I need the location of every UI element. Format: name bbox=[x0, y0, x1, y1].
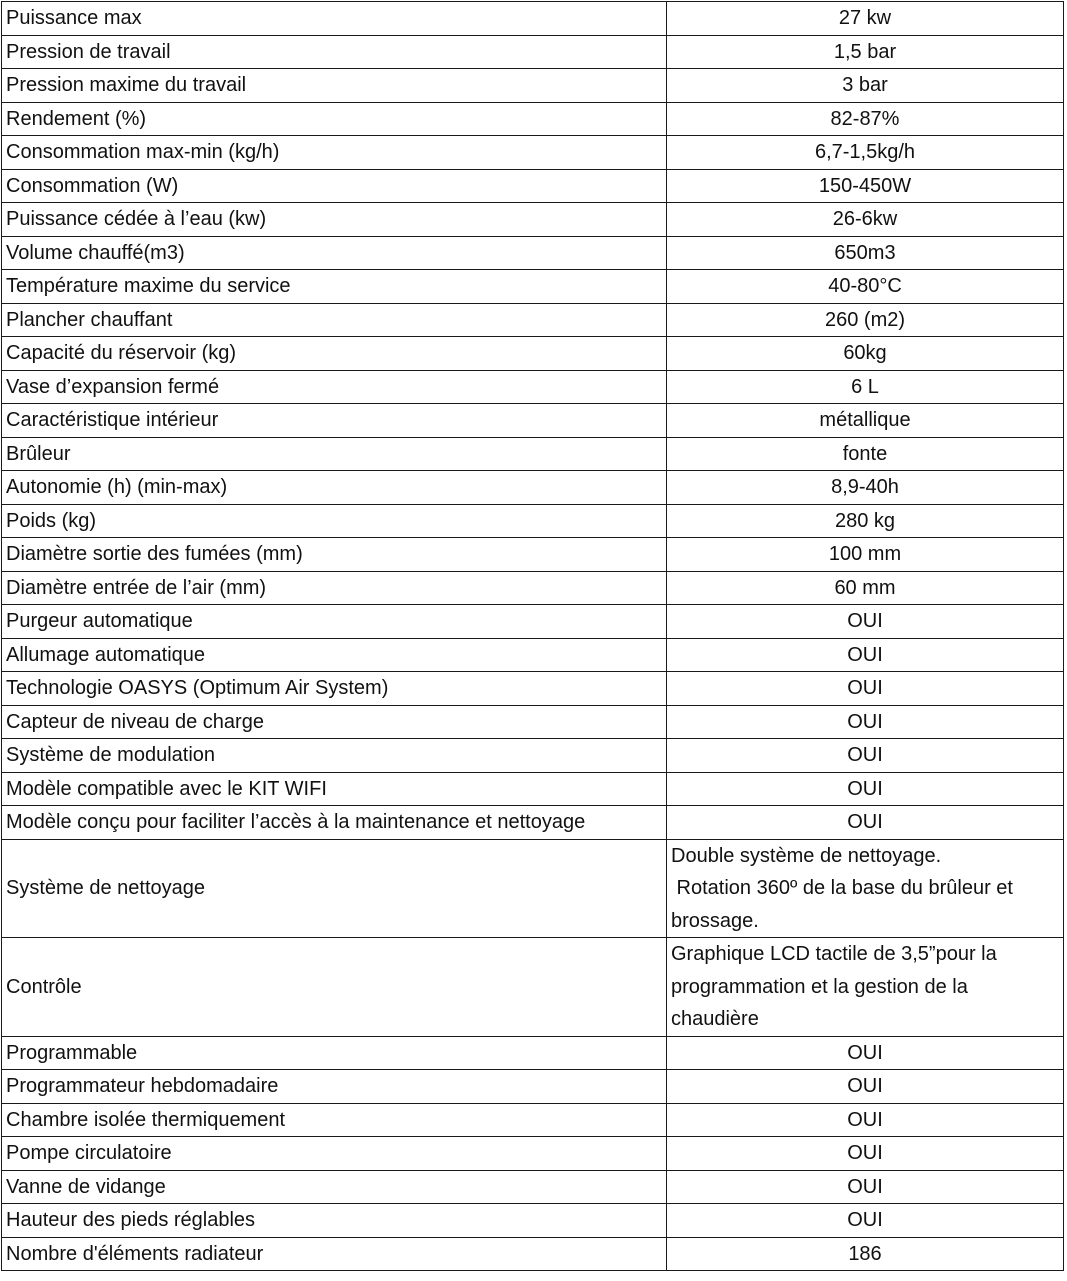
table-row bbox=[2, 35, 1064, 69]
table-row bbox=[2, 2, 1064, 36]
row-label: Température maxime du service bbox=[2, 270, 667, 304]
row-label: Rendement (%) bbox=[2, 102, 667, 136]
table-row bbox=[2, 169, 1064, 203]
row-value: 260 (m2) bbox=[667, 303, 1064, 337]
row-label: Capteur de niveau de charge bbox=[2, 705, 667, 739]
table-row bbox=[2, 806, 1064, 840]
row-label: Purgeur automatique bbox=[2, 605, 667, 639]
row-value: 60kg bbox=[667, 337, 1064, 371]
table-row bbox=[2, 1036, 1064, 1070]
table-row bbox=[2, 1204, 1064, 1238]
table-row bbox=[2, 69, 1064, 103]
table-row bbox=[2, 605, 1064, 639]
table-row bbox=[2, 136, 1064, 170]
table-row bbox=[2, 370, 1064, 404]
table-row bbox=[2, 1103, 1064, 1137]
row-value: 40-80°C bbox=[667, 270, 1064, 304]
row-value: 100 mm bbox=[667, 538, 1064, 572]
row-value-multiline bbox=[667, 839, 1064, 938]
row-label: Programmable bbox=[2, 1036, 667, 1070]
row-value-line: Rotation 360º de la base du brûleur et bbox=[671, 877, 1013, 899]
row-value: 3 bar bbox=[667, 69, 1064, 103]
row-value: OUI bbox=[667, 1036, 1064, 1070]
table-row bbox=[2, 1137, 1064, 1171]
table-row bbox=[2, 504, 1064, 538]
row-value: OUI bbox=[667, 705, 1064, 739]
table-row bbox=[2, 102, 1064, 136]
row-value: OUI bbox=[667, 806, 1064, 840]
row-value: OUI bbox=[667, 772, 1064, 806]
row-label: Modèle conçu pour faciliter l’accès à la maintenance et nettoyage bbox=[2, 806, 667, 840]
row-value: OUI bbox=[667, 605, 1064, 639]
row-label: Contrôle bbox=[2, 938, 667, 1037]
table-row bbox=[2, 772, 1064, 806]
row-value: OUI bbox=[667, 1170, 1064, 1204]
row-value: 27 kw bbox=[667, 2, 1064, 36]
row-value: OUI bbox=[667, 739, 1064, 773]
row-label: Système de modulation bbox=[2, 739, 667, 773]
row-label: Capacité du réservoir (kg) bbox=[2, 337, 667, 371]
row-value: 186 bbox=[667, 1237, 1064, 1271]
table-row bbox=[2, 1170, 1064, 1204]
table-row-multiline bbox=[2, 938, 1064, 1037]
row-label: Volume chauffé(m3) bbox=[2, 236, 667, 270]
row-value: OUI bbox=[667, 638, 1064, 672]
row-value: 60 mm bbox=[667, 571, 1064, 605]
row-value: 6,7-1,5kg/h bbox=[667, 136, 1064, 170]
row-value: 150-450W bbox=[667, 169, 1064, 203]
row-value: fonte bbox=[667, 437, 1064, 471]
row-label: Puissance max bbox=[2, 2, 667, 36]
table-row bbox=[2, 303, 1064, 337]
row-label: Modèle compatible avec le KIT WIFI bbox=[2, 772, 667, 806]
table-row bbox=[2, 638, 1064, 672]
row-label: Poids (kg) bbox=[2, 504, 667, 538]
row-value-line: programmation et la gestion de la bbox=[671, 975, 968, 998]
table-row bbox=[2, 437, 1064, 471]
row-label: Technologie OASYS (Optimum Air System) bbox=[2, 672, 667, 706]
table-row bbox=[2, 1070, 1064, 1104]
row-value-line: brossage. bbox=[671, 909, 759, 932]
row-label: Hauteur des pieds réglables bbox=[2, 1204, 667, 1238]
table-row bbox=[2, 538, 1064, 572]
row-label: Consommation (W) bbox=[2, 169, 667, 203]
row-value: 6 L bbox=[667, 370, 1064, 404]
table-row bbox=[2, 705, 1064, 739]
row-label: Vase d’expansion fermé bbox=[2, 370, 667, 404]
row-value: OUI bbox=[667, 672, 1064, 706]
row-value-line: Double système de nettoyage. bbox=[671, 844, 942, 867]
row-value: 8,9-40h bbox=[667, 471, 1064, 505]
specifications-table bbox=[1, 1, 1064, 1271]
table-row bbox=[2, 236, 1064, 270]
table-row bbox=[2, 471, 1064, 505]
row-value-multiline bbox=[667, 938, 1064, 1037]
row-label: Programmateur hebdomadaire bbox=[2, 1070, 667, 1104]
row-label: Plancher chauffant bbox=[2, 303, 667, 337]
row-value: 650m3 bbox=[667, 236, 1064, 270]
row-label: Autonomie (h) (min-max) bbox=[2, 471, 667, 505]
row-value: 1,5 bar bbox=[667, 35, 1064, 69]
row-value-line: chaudière bbox=[671, 1008, 759, 1030]
table-row bbox=[2, 270, 1064, 304]
row-label: Brûleur bbox=[2, 437, 667, 471]
table-row bbox=[2, 1237, 1064, 1271]
row-value: 280 kg bbox=[667, 504, 1064, 538]
row-label: Système de nettoyage bbox=[2, 839, 667, 938]
row-label: Consommation max-min (kg/h) bbox=[2, 136, 667, 170]
row-value: métallique bbox=[667, 404, 1064, 438]
row-value: OUI bbox=[667, 1070, 1064, 1104]
row-label: Puissance cédée à l’eau (kw) bbox=[2, 203, 667, 237]
row-value: OUI bbox=[667, 1103, 1064, 1137]
row-value-line: Graphique LCD tactile de 3,5”pour la bbox=[671, 943, 997, 965]
row-label: Pression maxime du travail bbox=[2, 69, 667, 103]
table-row bbox=[2, 672, 1064, 706]
table-row bbox=[2, 337, 1064, 371]
table-row bbox=[2, 739, 1064, 773]
table-row bbox=[2, 571, 1064, 605]
row-label: Diamètre entrée de l’air (mm) bbox=[2, 571, 667, 605]
table-row bbox=[2, 404, 1064, 438]
row-value: 26-6kw bbox=[667, 203, 1064, 237]
row-label: Caractéristique intérieur bbox=[2, 404, 667, 438]
row-label: Diamètre sortie des fumées (mm) bbox=[2, 538, 667, 572]
row-label: Vanne de vidange bbox=[2, 1170, 667, 1204]
specifications-table-body bbox=[2, 2, 1064, 1271]
table-row bbox=[2, 203, 1064, 237]
row-label: Nombre d'éléments radiateur bbox=[2, 1237, 667, 1271]
row-value: OUI bbox=[667, 1137, 1064, 1171]
row-label: Pression de travail bbox=[2, 35, 667, 69]
row-value: OUI bbox=[667, 1204, 1064, 1238]
table-row-multiline bbox=[2, 839, 1064, 938]
row-label: Allumage automatique bbox=[2, 638, 667, 672]
row-label: Chambre isolée thermiquement bbox=[2, 1103, 667, 1137]
row-label: Pompe circulatoire bbox=[2, 1137, 667, 1171]
row-value: 82-87% bbox=[667, 102, 1064, 136]
